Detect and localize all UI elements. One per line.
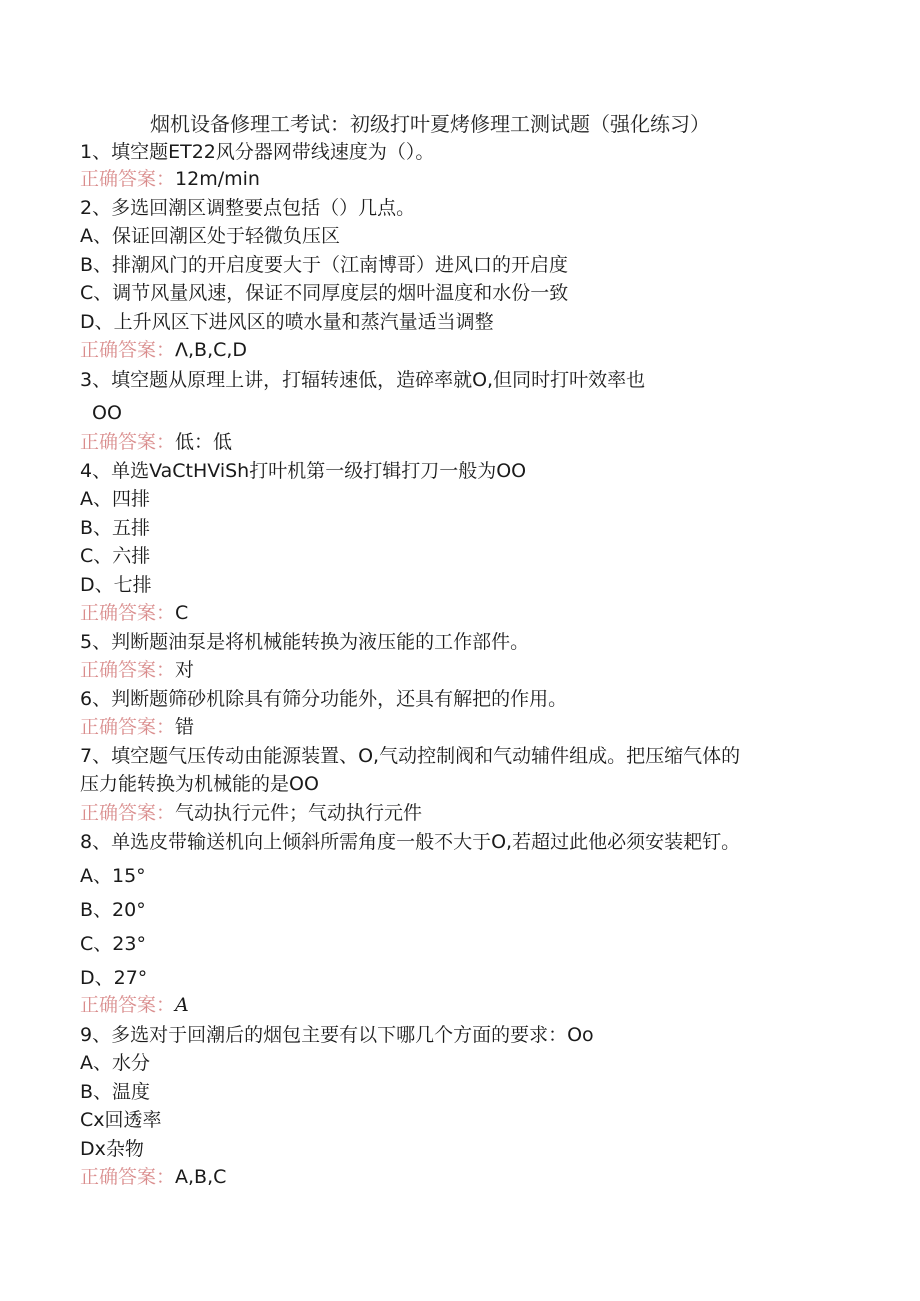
question-2-option-c: C、调节风量风速，保证不同厚度层的烟叶温度和水份一致 xyxy=(80,282,569,304)
answer-value: Λ,B,C,D xyxy=(175,339,248,361)
answer-label: 正确答案： xyxy=(80,339,176,361)
question-2-option-a: A、保证回潮区处于轻微负压区 xyxy=(80,225,340,247)
question-2-answer xyxy=(80,336,247,364)
question-4-answer xyxy=(80,599,188,627)
question-3-answer xyxy=(80,428,232,456)
question-6-answer xyxy=(80,713,194,741)
question-8-answer xyxy=(80,991,189,1019)
answer-label: 正确答案： xyxy=(80,994,176,1016)
answer-label: 正确答案： xyxy=(80,1166,176,1188)
question-1-answer xyxy=(80,165,260,193)
question-8-stem: 8、单选皮带输送机向上倾斜所需角度一般不大于O,若超过此他必须安装耙钉。 xyxy=(80,831,741,853)
question-9-option-b: B、温度 xyxy=(80,1081,151,1103)
answer-label: 正确答案： xyxy=(80,602,176,624)
question-2-stem: 2、多选回潮区调整要点包括（）几点。 xyxy=(80,197,416,219)
question-3-stem: 3、填空题从原理上讲，打辐转速低，造碎率就O,但同时打叶效率也 xyxy=(80,369,646,391)
answer-value: C xyxy=(175,602,189,624)
question-4-stem: 4、单选VaCtHViSh打叶机第一级打辑打刀一般为OO xyxy=(80,460,527,482)
question-7-stem: 7、填空题气压传动由能源装置、O,气动控制阀和气动辅件组成。把压缩气体的 xyxy=(80,745,741,767)
answer-value: 低：低 xyxy=(175,431,233,453)
question-4-option-d: D、七排 xyxy=(80,574,152,596)
question-1-stem: 1、填空题ET22风分器网带线速度为（）。 xyxy=(80,141,435,163)
answer-value: A,B,C xyxy=(175,1166,227,1188)
question-5-stem: 5、判断题油泵是将机械能转换为液压能的工作部件。 xyxy=(80,631,530,653)
question-9-option-a: A、水分 xyxy=(80,1052,150,1074)
question-9-stem: 9、多选对于回潮后的烟包主要有以下哪几个方面的要求：Oo xyxy=(80,1024,594,1046)
question-8-option-c: C、23° xyxy=(80,933,146,955)
answer-value: 气动执行元件；气动执行元件 xyxy=(175,802,423,824)
question-4-option-b: B、五排 xyxy=(80,517,151,539)
answer-label: 正确答案： xyxy=(80,802,176,824)
question-8-option-b: B、20° xyxy=(80,899,146,921)
answer-label: 正确答案： xyxy=(80,168,176,190)
question-2-option-b: B、排潮风门的开启度要大于（江南博哥）进风口的开启度 xyxy=(80,254,569,276)
answer-value: 错 xyxy=(175,716,195,738)
question-8-option-a: A、15° xyxy=(80,865,146,887)
question-4-option-a: A、四排 xyxy=(80,488,150,510)
question-9-option-c: Cx回透率 xyxy=(80,1109,162,1131)
question-2-option-d: D、上升风区下进风区的喷水量和蒸汽量适当调整 xyxy=(80,311,494,333)
question-6-stem: 6、判断题筛砂机除具有筛分功能外，还具有解把的作用。 xyxy=(80,688,568,710)
answer-label: 正确答案： xyxy=(80,431,176,453)
question-4-option-c: C、六排 xyxy=(80,545,151,567)
question-7-stem-continued: 压力能转换为机械能的是OO xyxy=(80,773,319,795)
question-9-answer xyxy=(80,1163,226,1191)
document-title: 烟机设备修理工考试：初级打叶夏烤修理工测试题（强化练习） xyxy=(150,112,710,136)
answer-label: 正确答案： xyxy=(80,659,176,681)
answer-value: 12m/min xyxy=(175,168,260,190)
question-5-answer xyxy=(80,656,194,684)
question-7-answer xyxy=(80,799,422,827)
question-8-option-d: D、27° xyxy=(80,967,148,989)
question-9-option-d: Dx杂物 xyxy=(80,1138,144,1160)
answer-value: 对 xyxy=(175,659,195,681)
answer-value: A xyxy=(175,994,189,1016)
answer-label: 正确答案： xyxy=(80,716,176,738)
question-3-stem-continued: OO xyxy=(92,402,122,424)
